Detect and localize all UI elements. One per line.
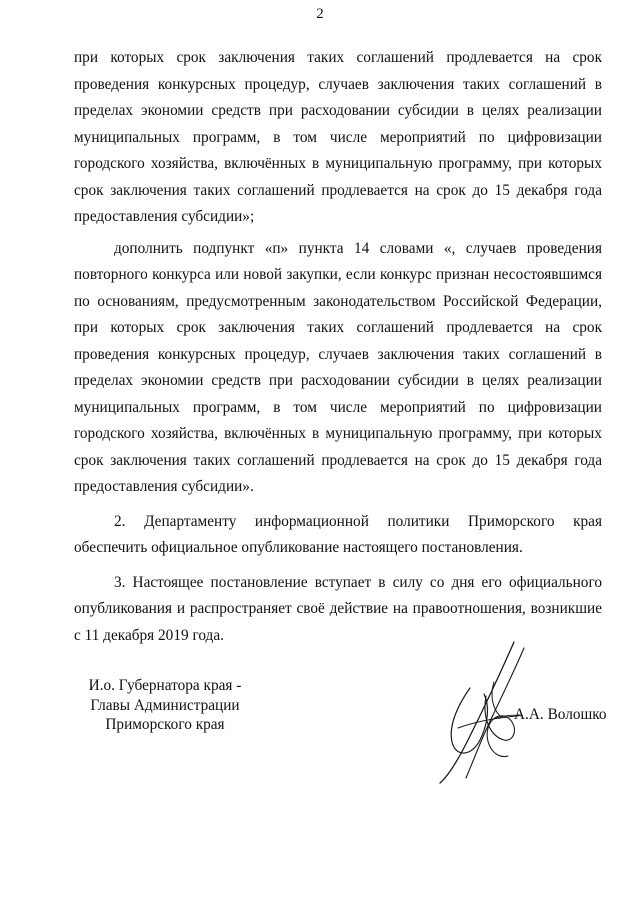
- paragraph-continuation: при которых срок заключения таких соглашений продлевается на срок проведения конкурсных процедур, случаев заключения таких соглашений в пределах экономии средств при расходовании субсидии в целях реализации муниципальных программ, в том числе мероприятий по цифровизации городского хозяйства, включённых в муниципальную программу, при которых срок заключения таких соглашений продлевается на срок до 15 декабря года предоставления субсидии»;: [74, 49, 602, 225]
- signer-title-line: И.о. Губернатора края -: [88, 677, 242, 694]
- signer-name: А.А. Волошко: [514, 706, 607, 723]
- paragraph-amendment-p: дополнить подпункт «п» пункта 14 словами «, случаев проведения повторного конкурса или новой закупки, если конкурс признан несостоявшимся по основаниям, предусмотренным законодательством Российской Федерации, при которых срок заключения таких соглашений продлевается на срок проведения конкурсных процедур, случаев заключения таких соглашений в пределах экономии средств при расходовании субсидии в целях реализации муниципальных программ, в том числе мероприятий по цифровизации городского хозяйства, включённых в муниципальную программу, при которых срок заключения таких соглашений продлевается на срок до 15 декабря года предоставления субсидии».: [74, 239, 602, 495]
- paragraph-item-3: 3. Настоящее постановление вступает в силу со дня его официального опубликования и распространяет своё действие на правоотношения, возникшие с 11 декабря 2019 года.: [74, 573, 602, 644]
- page-number: 2: [316, 6, 324, 22]
- signer-title-line: Приморского края: [105, 716, 225, 733]
- signer-title-line: Главы Администрации: [90, 696, 240, 714]
- signer-title-block: [70, 676, 260, 735]
- paragraph-item-2: 2. Департаменту информационной политики Приморского края обеспечить официальное опубликование настоящего постановления.: [74, 512, 602, 556]
- document-body: [74, 45, 602, 649]
